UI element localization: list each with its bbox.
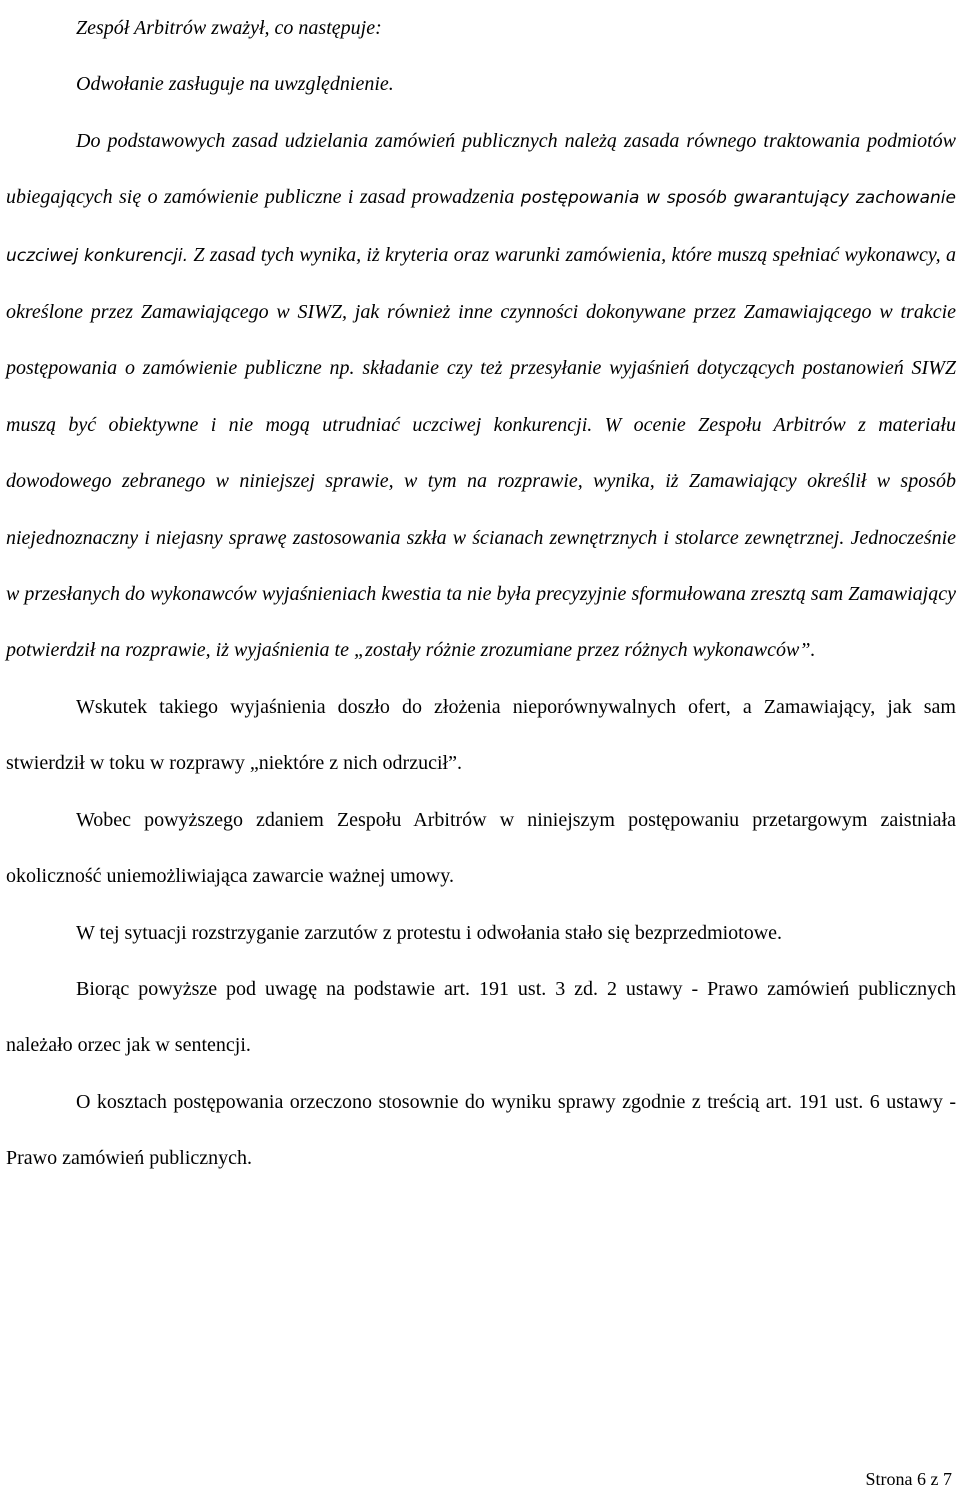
paragraph-heading: Zespół Arbitrów zważył, co następuje: (76, 17, 382, 39)
reasoning-part-3: Z zasad tych wynika, iż kryteria oraz warunki zamówienia, które muszą spełniać wykonawcy, a określone przez Zamawiającego w SIWZ, jak również inne czynności dokonywane przez Zamawiającego w trakcie postępowania o zamówienie publiczne np. składanie czy też przesyłanie wyjaśnień dotyczących postanowień SIWZ muszą być obiektywne i nie mogą utrudniać uczciwej konkurencji. W ocenie Zespołu Arbitrów z materiału dowodowego zebranego w niniejszej sprawie, w tym na rozprawie, wynika, iż Zamawiający określił w sposób niejednoznaczny i niejasny sprawę zastosowania szkła w ścianach zewnętrznych i stolarce zewnętrznej. Jednocześnie w przesłanych do wykonawców wyjaśnieniach kwestia ta nie była precyzyjnie sformułowana zresztą sam Zamawiający potwierdził na rozprawie, iż wyjaśnienia te „zostały różnie zrozumiane przez różnych wykonawców”. (6, 243, 956, 662)
page-number: Strona 6 z 7 (865, 1469, 952, 1489)
paragraph-conclusion: Odwołanie zasługuje na uwzględnienie. (76, 73, 394, 96)
paragraph-finding: Wobec powyższego zdaniem Zespołu Arbitrów w niniejszym postępowaniu przetargowym zaistniała okoliczność uniemożliwiająca zawarcie ważnej umowy. (6, 808, 956, 888)
reasoning-part-1: Do podstawowych zasad udzielania zamówień publicznych należą zasada równego traktowania podmiotów ubiegających się o zamówienie publiczne i zasad prowadzenia (6, 129, 956, 209)
document-page (6, 0, 956, 1187)
reasoning-part-2: postępowania w sposób gwarantujący zachowanie uczciwej konkurencji. (6, 188, 956, 266)
paragraph-reasoning (6, 113, 956, 679)
paragraph-moot: W tej sytuacji rozstrzyganie zarzutów z protestu i odwołania stało się bezprzedmiotowe. (76, 921, 783, 944)
paragraph-costs: O kosztach postępowania orzeczono stosownie do wyniku sprawy zgodnie z treścią art. 191 ust. 6 ustawy - Prawo zamówień publicznych. (6, 1090, 956, 1170)
paragraph-legal-basis: Biorąc powyższe pod uwagę na podstawie art. 191 ust. 3 zd. 2 ustawy - Prawo zamówień publicznych należało orzec jak w sentencji. (6, 977, 956, 1057)
paragraph-consequence: Wskutek takiego wyjaśnienia doszło do złożenia nieporównywalnych ofert, a Zamawiający, jak sam stwierdził w toku w rozprawy „niektóre z nich odrzucił”. (6, 695, 956, 775)
